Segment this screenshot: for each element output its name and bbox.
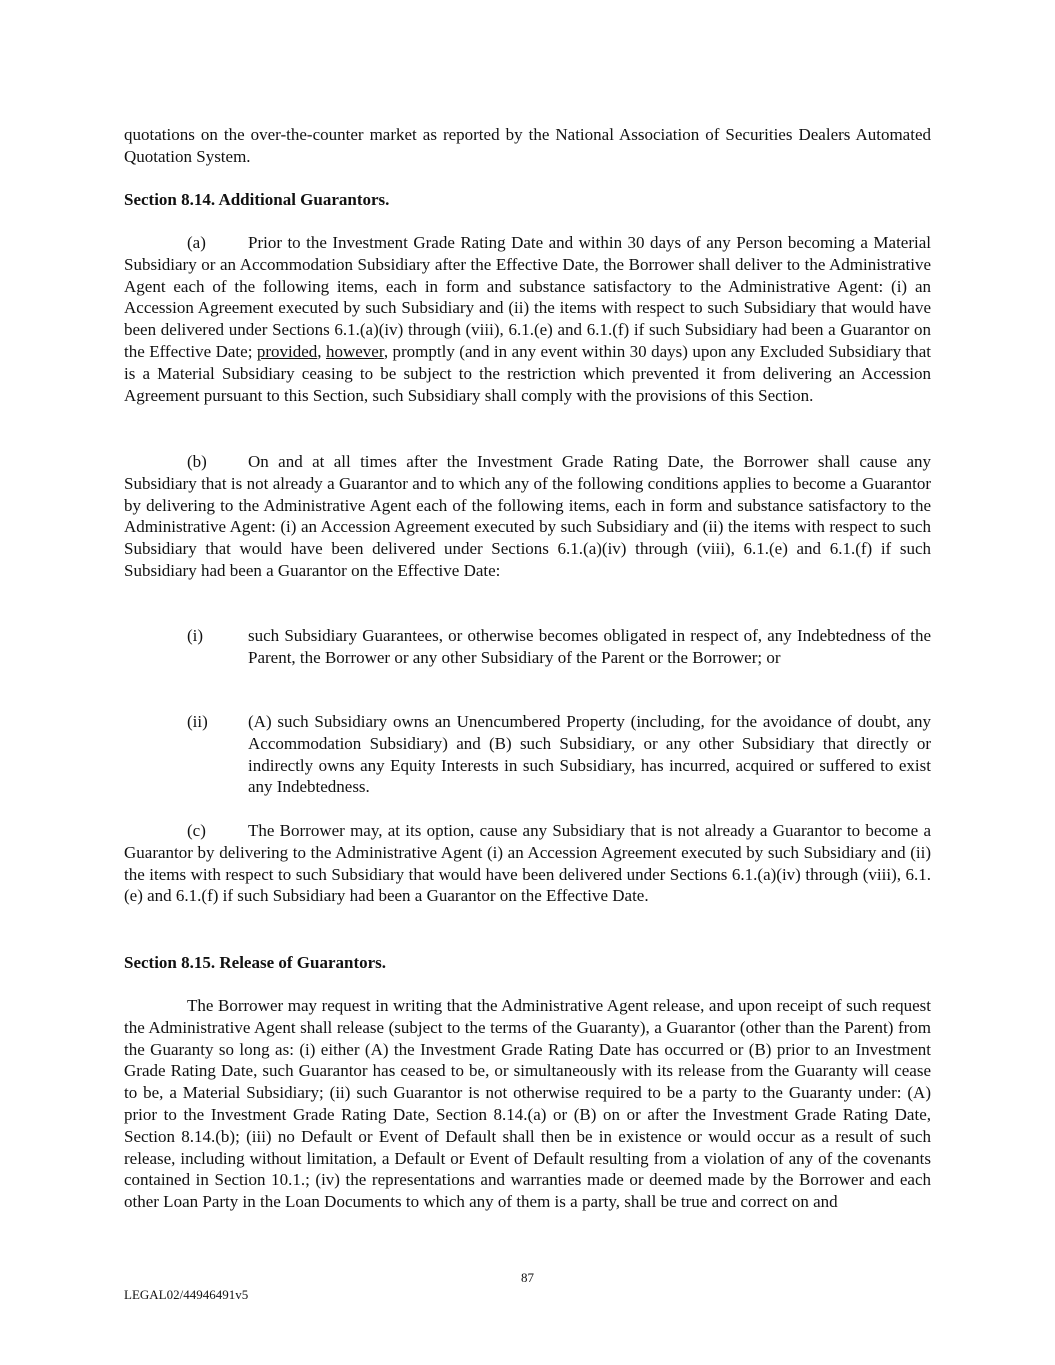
list-item-label: (i) <box>187 626 204 645</box>
separator: , <box>317 341 326 361</box>
paragraph-a-label: (a) <box>187 233 206 252</box>
paragraph-a <box>124 232 931 406</box>
paragraph-b-label: (b) <box>187 452 207 471</box>
list-item-text: such Subsidiary Guarantees, or otherwise becomes obligated in respect of, any Indebtedness of the Parent, the Borrower or any other Subsidiary of the Parent or the Borrower; or <box>248 626 931 667</box>
however-term: however <box>325 341 384 361</box>
document-id: LEGAL02/44946491v5 <box>124 1287 249 1302</box>
intro-paragraph: quotations on the over-the-counter market as reported by the National Association of Securities Dealers Automated Quotation System. <box>124 125 931 166</box>
list-item-ii <box>187 711 931 798</box>
paragraph-c-label: (c) <box>187 821 206 840</box>
paragraph-a-text: Prior to the Investment Grade Rating Date and within 30 days of any Person becoming a Material Subsidiary or an Accommodation Subsidiary after the Effective Date, the Borrower shall deliver to the Administrative Agent each of the following items, each in form and substance satisfactory to the Administrative Agent: (i) an Accession Agreement executed by such Subsidiary and (ii) the items with respect to such Subsidiary that would have been delivered under Sections 6.1.(a)(iv) through (viii), 6.1.(e) and 6.1.(f) if such Subsidiary had been a Guarantor on the Effective Date; <box>124 233 931 361</box>
paragraph-a-text-cont: , promptly (and in any event within 30 days) upon any Excluded Subsidiary that is a Material Subsidiary ceasing to be subject to the restriction which prevented it from delivering an Accession Agreement pursuant to this Section, such Subsidiary shall comply with the provisions of this Section. <box>124 341 931 405</box>
page-number: 87 <box>521 1270 534 1285</box>
section-8-15-heading: Section 8.15. Release of Guarantors. <box>124 953 387 972</box>
paragraph-c-text: The Borrower may, at its option, cause any Subsidiary that is not already a Guarantor to become a Guarantor by delivering to the Administrative Agent (i) an Accession Agreement executed by such Subsidiary and (ii) the items with respect to such Subsidiary that would have been delivered under Sections 6.1.(a)(iv) through (viii), 6.1.(e) and 6.1.(f) if such Subsidiary had been a Guarantor on the Effective Date. <box>124 821 931 906</box>
provided-term: provided <box>256 341 318 361</box>
list-item-i <box>187 625 931 669</box>
paragraph-b-text: On and at all times after the Investment Grade Rating Date, the Borrower shall cause any Subsidiary that is not already a Guarantor and to which any of the following conditions applies to become a Guarantor by delivering to the Administrative Agent each of the following items, each in form and substance satisfactory to the Administrative Agent: (i) an Accession Agreement executed by such Subsidiary and (ii) the items with respect to such Subsidiary that would have been delivered under Sections 6.1.(a)(iv) through (viii), 6.1.(e) and 6.1.(f) if such Subsidiary had been a Guarantor on the Effective Date: <box>124 452 931 580</box>
list-item-label: (ii) <box>187 712 208 731</box>
paragraph-b <box>124 451 931 582</box>
list-item-text: (A) such Subsidiary owns an Unencumbered Property (including, for the avoidance of doubt, any Accommodation Subsidiary) and (B) such Subsidiary, or any other Subsidiary that directly or indirectly owns any Equity Interests in such Subsidiary, has incurred, acquired or suffered to exist any Indebtedness. <box>248 712 931 797</box>
section-8-14-heading: Section 8.14. Additional Guarantors. <box>124 190 390 209</box>
paragraph-c <box>124 820 931 907</box>
section-8-15-paragraph: The Borrower may request in writing that the Administrative Agent release, and upon receipt of such request the Administrative Agent shall release (subject to the terms of the Guaranty), a Guarantor (other than the Parent) from the Guaranty so long as: (i) either (A) the Investment Grade Rating Date has occurred or (B) prior to an Investment Grade Rating Date, such Guarantor has ceased to be, or simultaneously with its release from the Guaranty will cease to be, a Material Subsidiary; (ii) such Guarantor is not otherwise required to be a party to the Guaranty under: (A) prior to the Investment Grade Rating Date, Section 8.14.(a) or (B) on or after the Investment Grade Rating Date, Section 8.14.(b); (iii) no Default or Event of Default shall then be in existence or would occur as a result of such release, including without limitation, a Default or Event of Default resulting from a violation of any of the covenants contained in Section 10.1.; (iv) the representations and warranties made or deemed made by the Borrower and each other Loan Party in the Loan Documents to which any of them is a party, shall be true and correct on and <box>124 996 931 1212</box>
